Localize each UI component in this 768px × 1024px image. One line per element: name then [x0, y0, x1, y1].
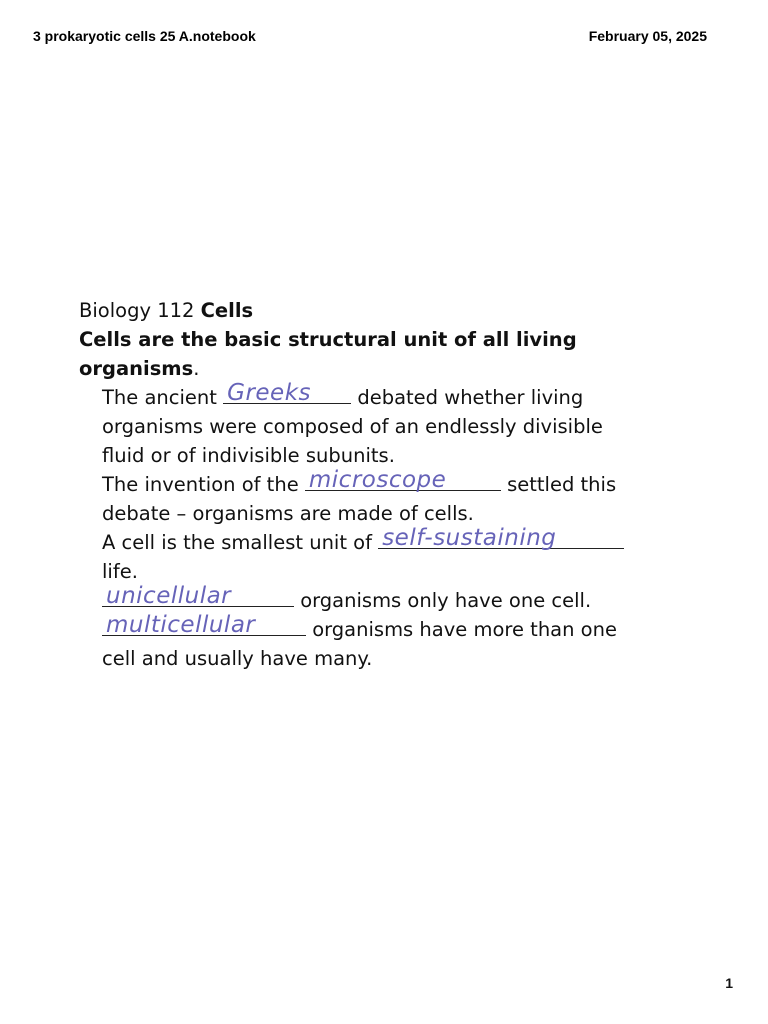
headline-word: organisms [79, 357, 194, 380]
sentence-1-line-3: fluid or of indivisible subunits. [102, 444, 395, 467]
blank-multicellular [102, 612, 306, 638]
sentence-1-line-2: organisms were composed of an endlessly divisible [102, 415, 603, 438]
blank-unicellular [102, 583, 294, 609]
blank-self-sustaining [378, 525, 624, 551]
sentence-3-line-1 [79, 525, 719, 557]
sentence-2-after: settled this [500, 473, 617, 496]
course-prefix: Biology 112 [79, 299, 195, 322]
sentence-1-line-1 [79, 380, 719, 412]
headline-line-1: Cells are the basic structural unit of all living [79, 328, 577, 351]
sentence-4-after: organisms only have one cell. [294, 589, 592, 612]
notebook-title: 3 prokaryotic cells 25 A.notebook [33, 28, 256, 44]
sentence-1-before: The ancient [102, 386, 224, 409]
sentence-5-line-2: cell and usually have many. [102, 647, 373, 670]
sentence-3-line-2: life. [102, 560, 138, 583]
handwritten-answer-self-sustaining: self-sustaining [382, 525, 557, 551]
handwritten-answer-multicellular: multicellular [106, 612, 256, 638]
sentence-1-after: debated whether living [351, 386, 584, 409]
headline-line-2 [79, 354, 719, 383]
page-number: 1 [725, 975, 733, 991]
headline-period: . [193, 357, 200, 380]
sentence-3-before: A cell is the smallest unit of [102, 531, 379, 554]
course-heading [79, 296, 719, 325]
blank-greeks [223, 380, 351, 406]
notes-content [79, 296, 719, 673]
sentence-2-line-2: debate – organisms are made of cells. [102, 502, 474, 525]
notebook-date: February 05, 2025 [588, 28, 707, 44]
sentence-4 [79, 583, 719, 615]
sentence-5-line-1 [79, 612, 719, 644]
sentence-2-before: The invention of the [102, 473, 305, 496]
handwritten-answer-microscope: microscope [308, 467, 447, 493]
sentence-5-after: organisms have more than one [306, 618, 617, 641]
blank-microscope [305, 467, 501, 493]
sentence-2-line-1 [79, 467, 719, 499]
handwritten-answer-greeks: Greeks [227, 380, 312, 406]
handwritten-answer-unicellular: unicellular [106, 583, 232, 609]
course-topic: Cells [200, 299, 254, 322]
